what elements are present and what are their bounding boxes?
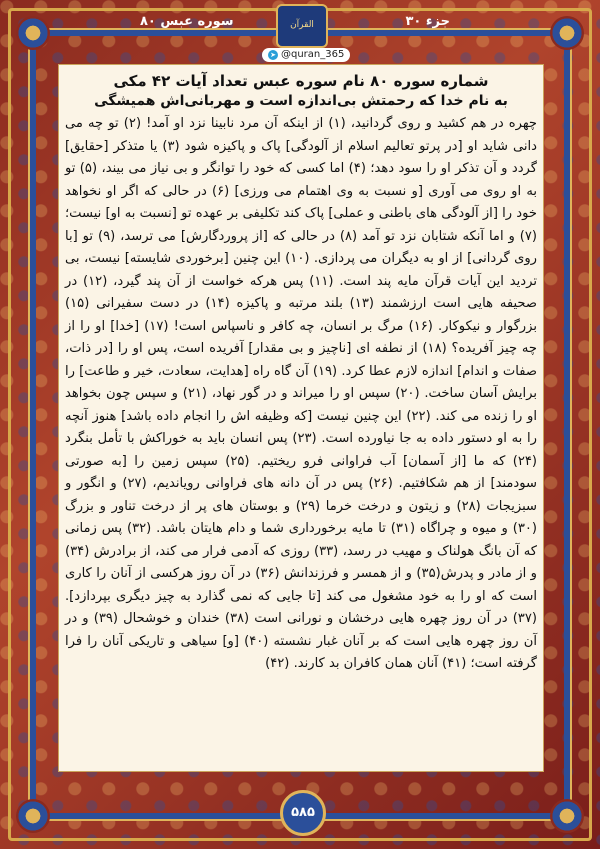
surah-label: سوره عبس ۸۰ [140, 14, 234, 29]
surah-info-title: شماره سوره ۸۰ نام سوره عبس تعداد آیات ۴۲ مکی [113, 72, 489, 90]
page-number-badge: ۵۸۵ [280, 790, 326, 836]
telegram-handle: @quran_365 [281, 49, 345, 60]
quran-logo: القرآن [276, 4, 328, 48]
translation-body: چهره در هم کشید و روی گردانید، (۱) از اینکه آن مرد نابینا نزد او آمد! (۲) تو چه می دانی شاید او [در پرتو تعالیم اسلام از آلودگی] پاک و پاکیزه شود (۳) یا متذکر [حقایق] گردد و آن تذکر او را سود دهد؛ (۴) اما کسی که خود را توانگر و بی نیاز می بیند، (۵) تو به او روی می آوری [و نسبت به وی اهتمام می ورزی] (۶) در حالی که اگر او نخواهد خود را [از آلودگی های باطنی و عملی] پاک کند تکلیفی بر عهده تو [نسبت به او] نیست؛ (۷) و اما آنکه شتابان نزد تو آمد (۸) در حالی که [از پروردگارش] می ترسد، (۹) تو [با روی گردانی] از او به دیگران می پردازی. (۱۰) این چنین [برخوردی شایسته] نیست، بی تردید این آیات قرآن مایه پند است. (۱۱) پس هرکه خواست از آن پند گیرد، (۱۲) در صحیفه هایی است ارزشمند (۱۳) بلند مرتبه و پاکیزه (۱۴) در دست سفیرانی (۱۵) بزرگوار و نیکوکار. (۱۶) مرگ بر انسان، چه کافر و ناسپاس است! (۱۷) [خدا] او را از چه چیز آفریده؟ (۱۸) از نطفه ای [ناچیز و بی مقدار] آفریده است، پس او را [در ذات، صفات و اندام] اندازه لازم عطا کرد. (۱۹) آن گاه راه [هدایت، سعادت، خیر و طاعت] را برایش آسان ساخت. (۲۰) سپس او را میراند و در گور نهاد، (۲۱) و سپس چون بخواهد او را زنده می کند. (۲۲) این چنین نیست [که وظیفه اش را انجام داده باشد] هنوز آنچه را به او دستور داده به جا نیاورده است. (۲۳) پس انسان باید به خوراکش با تأمل بنگرد (۲۴) که ما [از آسمان] آب فراوانی فرو ریختیم. (۲۵) سپس زمین را [به صورتی سودمند] از هم شکافتیم. (۲۶) پس در آن دانه های فراوانی رویاندیم، (۲۷) و انگور و سبزیجات (۲۸) و زیتون و درخت خرما (۲۹) و بوستان های پر از درخت تناور و بزرگ (۳۰) و میوه و چراگاه (۳۱) تا مایه برخورداری شما و دام هایتان باشد. (۳۲) پس زمانی که آن بانگ هولناک و مهیب در رسد، (۳۳) روزی که آدمی فرار می کند، از برادرش (۳۴) و از مادر و پدرش(۳۵) و از همسر و فرزندانش (۳۶) در آن روز هرکسی از آنان را کاری است که او را به خود مشغول می کند [تا جایی که نمی گذارد به چیز دیگری بپردازد]. (۳۷) در آن روز چهره هایی درخشان و نورانی است (۳۸) خندان و خوشحال (۳۹) و در آن روز چهره هایی است که بر آنان غبار نشسته (۴۰) [و] سیاهی و تاریکی آنان را فرا گرفته است؛ (۴۱) آنان همان کافران بد کارند. (۴۲) [65, 116, 538, 671]
corner-ornament-top-right [550, 16, 584, 50]
text-panel [58, 64, 544, 772]
juz-label: جزء ۳۰ [405, 14, 450, 29]
basmala-translation: به نام خدا که رحمتش بی‌اندازه است و مهربانی‌اش همیشگی [94, 93, 508, 109]
corner-ornament-bottom-right [550, 799, 584, 833]
corner-ornament-bottom-left [16, 799, 50, 833]
telegram-badge[interactable] [262, 48, 350, 62]
content-area [65, 71, 537, 676]
telegram-icon: ➤ [268, 50, 278, 60]
corner-ornament-top-left [16, 16, 50, 50]
